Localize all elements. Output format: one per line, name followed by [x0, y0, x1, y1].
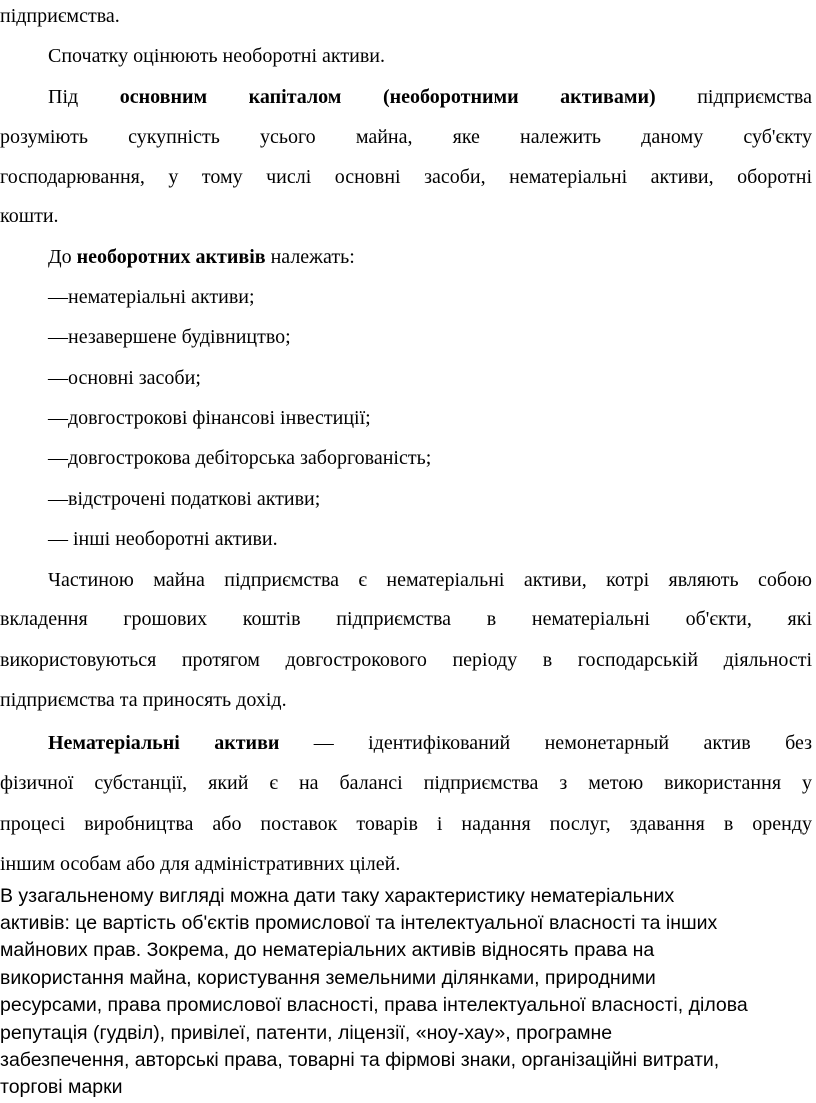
paragraph-line: підприємства та приносять дохід. [0, 689, 287, 711]
paragraph-fragment: підприємства. [0, 5, 120, 27]
paragraph-main-capital-first-line [48, 85, 812, 109]
term-noncurrent-assets: необоротних активів [76, 246, 266, 268]
paragraph-line: фізичної субстанції, який є на балансі підприємства з метою використання у [0, 772, 812, 794]
list-item: — інші необоротні активи. [48, 528, 278, 550]
list-item: —незавершене будівництво; [48, 326, 291, 348]
paragraph-line: Частиною майна підприємства є нематеріальні активи, котрі являють собою [48, 569, 812, 591]
text: До [48, 246, 77, 268]
term-main-capital: основним капіталом (необоротними активами) [119, 86, 656, 108]
paragraph-line: кошти. [0, 205, 59, 227]
paragraph-line: господарювання, у тому числі основні засоби, нематеріальні активи, оборотні [0, 166, 812, 188]
paragraph-line: репутація (гудвіл), привілеї, патенти, ліцензії, «ноу-хау», програмне [0, 1022, 613, 1044]
list-item: —нематеріальні активи; [48, 286, 255, 308]
paragraph-line: активів: це вартість об'єктів промислової та інтелектуальної власності та інших [0, 912, 718, 934]
list-item: —довгострокові фінансові інвестиції; [48, 407, 371, 429]
paragraph-line: майнових прав. Зокрема, до нематеріальних активів відносять права на [0, 939, 655, 961]
paragraph-noncurrent-intro [48, 245, 812, 269]
text: Під [48, 86, 120, 108]
list-item: —основні засоби; [48, 367, 201, 389]
paragraph-intangible-first-line [48, 731, 812, 755]
list-item: —відстрочені податкові активи; [48, 488, 321, 510]
paragraph-intro: Спочатку оцінюють необоротні активи. [48, 45, 385, 67]
list-item: —довгострокова дебіторська заборгованість; [48, 447, 432, 469]
paragraph-line: вкладення грошових коштів підприємства в нематеріальні об'єкти, які [0, 608, 812, 630]
paragraph-line: розуміють сукупність усього майна, яке належить даному суб'єкту [0, 126, 812, 148]
paragraph-line: використання майна, користування земельними ділянками, природними [0, 967, 656, 989]
paragraph-line: процесі виробництва або поставок товарів і надання послуг, здавання в оренду [0, 813, 812, 835]
paragraph-line: іншим особам або для адміністративних цілей. [0, 853, 401, 875]
paragraph-line: торгові марки [0, 1076, 123, 1098]
text: підприємства [655, 86, 812, 108]
paragraph-line: забезпечення, авторські права, товарні та фірмові знаки, організаційні витрати, [0, 1049, 720, 1071]
paragraph-line: ресурсами, права промислової власності, права інтелектуальної власності, ділова [0, 994, 748, 1016]
text: — ідентифікований немонетарный актив без [279, 732, 812, 754]
text: належать: [265, 246, 355, 268]
term-intangible-assets: Нематеріальні активи [48, 732, 280, 754]
paragraph-line: використовуються протягом довгострокового періоду в господарській діяльності [0, 649, 812, 671]
paragraph-line: В узагальненому вигляді можна дати таку характеристику нематеріальних [0, 885, 675, 907]
